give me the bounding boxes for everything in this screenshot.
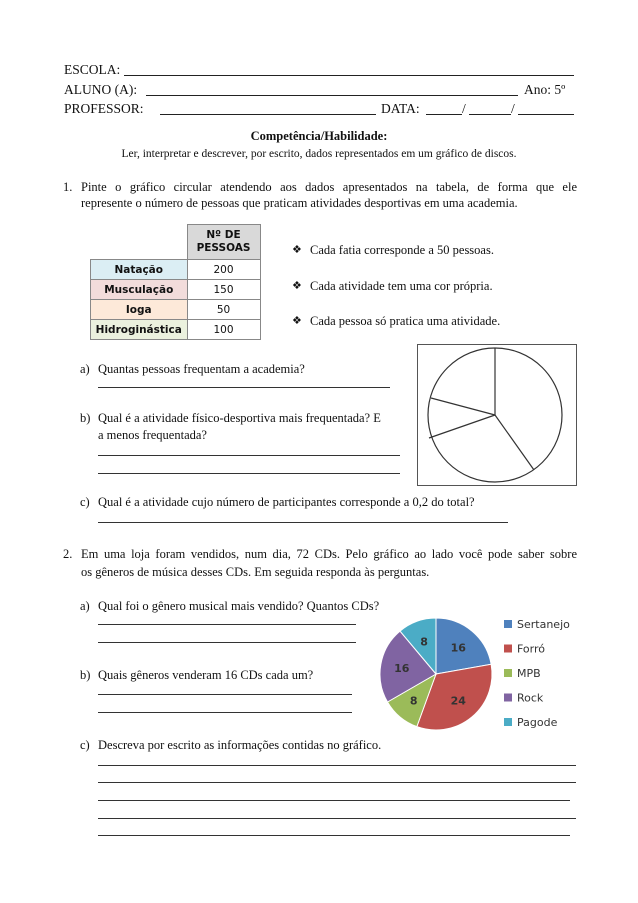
bullet-text: Cada atividade tem uma cor própria. [310, 279, 493, 293]
q1a-text: Quantas pessoas frequentam a academia? [98, 362, 305, 376]
answer-line[interactable] [98, 473, 400, 474]
diamond-bullet-icon: ❖ [292, 280, 302, 292]
answer-line[interactable] [98, 694, 352, 695]
q2a-letter: a) [80, 599, 90, 613]
answer-line[interactable] [98, 522, 508, 523]
answer-line[interactable] [98, 765, 576, 766]
q1-text-line2: represente o número de pessoas que praticam atividades desportivas em uma academia. [81, 196, 518, 210]
legend-swatch [504, 718, 512, 726]
q1a-letter: a) [80, 362, 90, 376]
bullet-text: Cada fatia corresponde a 50 pessoas. [310, 243, 494, 257]
escola-field[interactable] [124, 75, 574, 76]
competencia-text: Ler, interpretar e descrever, por escrito, dados representados em um gráfico de discos. [121, 148, 517, 160]
q1c-letter: c) [80, 495, 90, 509]
pie-data-label: 8 [409, 694, 418, 708]
answer-line[interactable] [98, 800, 570, 801]
answer-line[interactable] [98, 624, 356, 625]
q1b-text-line2: a menos frequentada? [98, 428, 207, 442]
data-year-field[interactable] [518, 114, 574, 115]
table-row [91, 280, 261, 300]
table-row [91, 320, 261, 340]
professor-field[interactable] [160, 114, 376, 115]
q1b-letter: b) [80, 411, 91, 425]
escola-label: ESCOLA: [64, 62, 121, 77]
blank-pie-box [417, 344, 577, 486]
q2b-text: Quais gêneros venderam 16 CDs cada um? [98, 668, 314, 682]
legend-label: Forró [517, 642, 546, 656]
legend-swatch [504, 669, 512, 677]
activity-cell: Musculação [91, 280, 188, 300]
competencia-title: Competência/Habilidade: [250, 129, 388, 143]
data-separator: / [462, 101, 466, 116]
answer-line[interactable] [98, 818, 576, 819]
legend-label: MPB [517, 667, 541, 680]
cd-genre-pie-chart [370, 612, 580, 736]
activity-cell: Natação [91, 260, 188, 280]
value-cell: 50 [187, 300, 260, 320]
ano-label: Ano: 5º [524, 82, 566, 97]
table-row [91, 300, 261, 320]
q2-number: 2. [63, 547, 73, 561]
q2-text-line1: Em uma loja foram vendidos, num dia, 72 CDs. Pelo gráfico ao lado você pode saber sobre [81, 547, 577, 561]
answer-line[interactable] [98, 835, 570, 836]
activity-cell: Ioga [91, 300, 188, 320]
data-day-field[interactable] [426, 114, 462, 115]
activity-table [90, 224, 261, 340]
data-separator: / [511, 101, 515, 116]
value-cell: 100 [187, 320, 260, 340]
pie-data-label: 16 [450, 641, 466, 655]
q1-text-line1: Pinte o gráfico circular atendendo aos dados apresentados na tabela, de forma que ele [81, 180, 577, 194]
legend-label: Pagode [517, 716, 558, 729]
professor-label: PROFESSOR: [64, 101, 144, 116]
q2b-letter: b) [80, 668, 91, 682]
answer-line[interactable] [98, 455, 400, 456]
legend-label: Rock [517, 691, 544, 705]
q2c-letter: c) [80, 738, 90, 752]
legend-label: Sertanejo [517, 618, 570, 631]
value-cell: 150 [187, 280, 260, 300]
diamond-bullet-icon: ❖ [292, 315, 302, 327]
bullet-text: Cada pessoa só pratica uma atividade. [310, 314, 501, 328]
q2c-text: Descreva por escrito as informações contidas no gráfico. [98, 738, 382, 752]
legend-swatch [504, 694, 512, 702]
answer-line[interactable] [98, 712, 352, 713]
blank-pie-chart[interactable] [418, 345, 576, 485]
table-header [187, 225, 260, 260]
pie-data-label: 16 [394, 661, 410, 675]
table-header-text: Nº DE PESSOAS [196, 229, 251, 254]
aluno-field[interactable] [146, 95, 518, 96]
table-row [91, 260, 261, 280]
q1b-text-line1: Qual é a atividade físico-desportiva mais frequentada? E [98, 411, 381, 425]
data-month-field[interactable] [469, 114, 511, 115]
q1c-text: Qual é a atividade cujo número de participantes corresponde a 0,2 do total? [98, 495, 475, 509]
answer-line[interactable] [98, 782, 576, 783]
legend-swatch [504, 620, 512, 628]
legend-swatch [504, 645, 512, 653]
aluno-label: ALUNO (A): [64, 82, 138, 97]
answer-line[interactable] [98, 387, 390, 388]
pie-data-label: 8 [420, 635, 428, 649]
pie-data-label: 24 [450, 694, 466, 708]
q2-text-line2: os gêneros de música desses CDs. Em seguida responda às perguntas. [81, 565, 430, 579]
diamond-bullet-icon: ❖ [292, 244, 302, 256]
answer-line[interactable] [98, 642, 356, 643]
q1-number: 1. [63, 180, 73, 194]
activity-cell: Hidroginástica [91, 320, 188, 340]
q2a-text: Qual foi o gênero musical mais vendido? Quantos CDs? [98, 599, 380, 613]
value-cell: 200 [187, 260, 260, 280]
data-label: DATA: [381, 101, 420, 116]
